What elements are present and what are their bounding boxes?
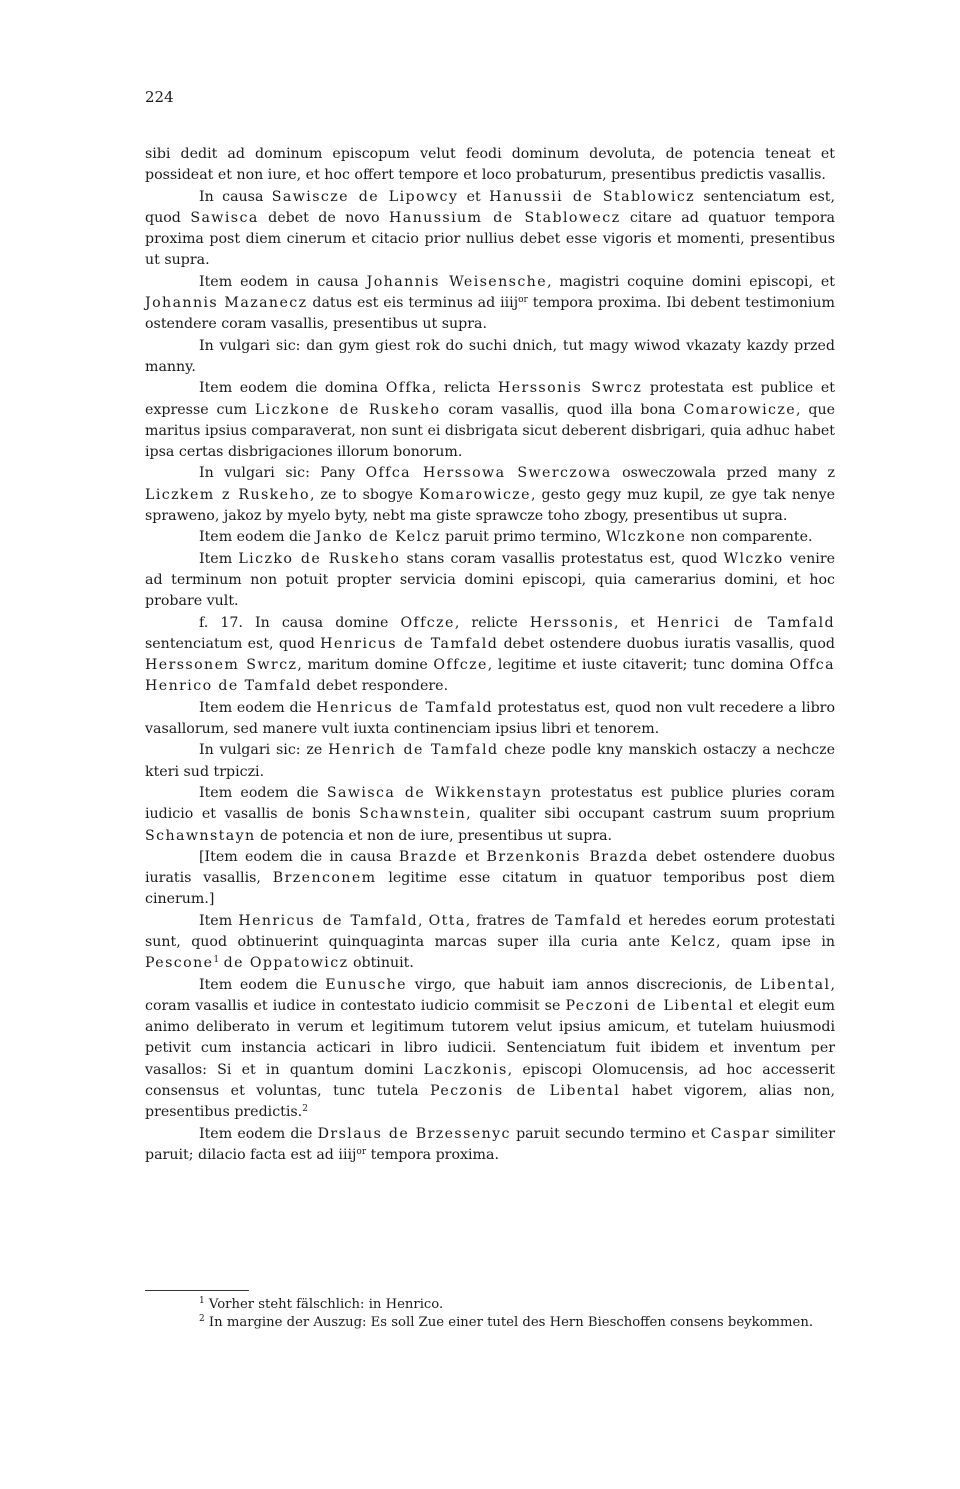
paragraph-p16 [145, 1124, 835, 1167]
footnote-f1 [145, 1296, 835, 1314]
text-run: In vulgari sic: ze [199, 742, 329, 759]
text-run: , fratres de [465, 912, 555, 929]
spaced-name: Henricus de Tamfald [238, 912, 418, 929]
spaced-name: de Oppatowicz [223, 955, 349, 972]
text-run: sentenciatum est, quod [145, 188, 835, 226]
paragraph-p2 [145, 187, 835, 272]
paragraph-p10 [145, 698, 835, 741]
spaced-name: Laczkonis [423, 1061, 508, 1078]
text-run: tempora proxima. [366, 1146, 499, 1163]
page-number: 224 [145, 88, 174, 106]
text-run: Item eodem die [199, 699, 317, 716]
text-run: Item [199, 550, 239, 567]
body-text [145, 144, 835, 1166]
spaced-name: Herssonis Swrcz [497, 380, 643, 397]
text-run: datus est eis terminus ad iiij [307, 295, 519, 312]
spaced-name: Komarowicze [419, 486, 531, 503]
text-run: citare ad quatuor tempora proxima post diem cinerum et citacio prior nullius debet esse vigoris et momenti, presentibus ut supra. [145, 209, 836, 269]
paragraph-p15 [145, 975, 835, 1124]
text-run: , episcopi Olomucensis, ad hoc accesserit consensus et voluntas, tunc tutela [145, 1061, 835, 1100]
spaced-name: Herssonem Swrcz [145, 657, 298, 674]
spaced-name: Eunusche [325, 976, 407, 993]
text-run: , maritum domine [297, 657, 434, 674]
text-run: In margine der Auszug: Es soll Zue einer tutel des Hern Bieschoffen consens beykommen. [204, 1315, 814, 1330]
text-run: , gesto gegy muz kupil, ze gye tak nenye spraweno, jakoz by myelo byty, nebt ma giste sprawcze toho zbogy, presentibus ut supra. [145, 486, 835, 525]
text-run: osweczowala przed many z [611, 465, 835, 482]
text-run: In causa [199, 188, 272, 205]
text-run: paruit secundo termino et [510, 1125, 711, 1142]
text-run: Item eodem die [199, 529, 316, 546]
spaced-name: Liczkone de Ruskeho [254, 401, 441, 418]
text-run: debet ostendere duobus iuratis vasallis, [145, 848, 835, 887]
spaced-name: Libental [760, 976, 831, 993]
text-run: , relicta [431, 380, 498, 397]
spaced-name: Janko de Kelcz [315, 529, 441, 546]
spaced-name: Hanussii de Stablowicz [489, 188, 696, 205]
text-run: , magistri coquine domini episcopi, et [547, 273, 835, 290]
text-run: similiter paruit; dilacio facta est ad iiij [145, 1125, 835, 1163]
paragraph-p14 [145, 911, 835, 975]
spaced-name: Kelcz [670, 933, 717, 950]
spaced-name: Henricus de Tamfald [320, 635, 499, 652]
superscript: or [518, 295, 528, 306]
spaced-name: Wlczkone [605, 529, 687, 546]
spaced-name: Caspar [710, 1125, 771, 1142]
text-run: obtinuit. [348, 955, 414, 972]
spaced-name: Brzenkonis Brazda [486, 848, 649, 865]
spaced-name: Johannis Weisensche [366, 273, 548, 290]
text-run: , legitime et iuste citaverit; tunc domina [487, 657, 790, 674]
superscript: 2 [302, 1104, 308, 1115]
text-run: de potencia et non de iure, presentibus ut supra. [255, 827, 613, 844]
spaced-name: Schawnstein [359, 806, 467, 823]
paragraph-p6 [145, 463, 835, 527]
spaced-name: Peczonis de Libental [430, 1083, 621, 1100]
text-run: legitime esse citatum in quatuor temporibus post diem cinerum.] [145, 870, 835, 908]
superscript: 1 [199, 1296, 205, 1306]
text-run: cheze podle kny manskich ostaczy a nechcze kteri sud trpiczi. [145, 742, 835, 780]
text-run: Item eodem die [199, 784, 327, 801]
spaced-name: Hanussium de Stablowecz [389, 209, 621, 226]
spaced-name: Offcze [400, 614, 455, 631]
text-run: , et [614, 614, 657, 631]
paragraph-p12 [145, 783, 835, 847]
superscript: or [356, 1146, 367, 1157]
text-run: f. 17. In causa domine [199, 614, 401, 631]
text-run: et elegit eum animo deliberato in verum et legitimum tutorem velut ipsius amicum, et tutelam huiusmodi petivit cum instancia acticari in libro iudicii. Sentenciatum fuit ibidem et inventum per vasallos: Si et in quantum domini [145, 997, 836, 1078]
text-run: Item eodem in causa [199, 273, 367, 290]
text-run: , que maritus ipsius comparaverat, non sunt ei disbrigata sicut deberent disbrigari, quia adhuc habet ipsa certas disbrigaciones illorum bonorum. [145, 401, 836, 461]
text-run: In vulgari sic: Pany [199, 465, 366, 482]
text-run: et heredes eorum protestati sunt, quod obtinuerint quinquaginta marcas super illa curia ante [145, 912, 835, 950]
paragraph-p3 [145, 272, 835, 336]
text-run: sibi dedit ad dominum episcopum velut feodi dominum devoluta, de potencia teneat et possideat et non iure, et hoc offert tempore et loco probaturum, presentibus predictis vasallis. [145, 146, 835, 184]
spaced-name: Offca Herssowa Swerczowa [365, 465, 612, 482]
spaced-name: Henricus de Tamfald [316, 699, 493, 716]
paragraph-p4 [145, 336, 835, 379]
text-run: venire ad terminum non potuit propter servicia domini episcopi, quia camerarius domini, et hoc probare vult. [145, 550, 836, 610]
paragraph-p5 [145, 378, 835, 463]
text-run: , qualiter sibi occupant castrum suum proprium [466, 806, 835, 823]
spaced-name: Schawnstayn [145, 827, 256, 844]
text-run: habet vigorem, alias non, presentibus predictis. [145, 1083, 835, 1121]
spaced-name: Henrici de Tamfald [656, 614, 835, 631]
spaced-name: Pescone [145, 955, 214, 972]
spaced-name: Drslaus de Brzessenyc [317, 1125, 511, 1142]
text-run: , ze to sbogye [309, 486, 420, 503]
spaced-name: Sawiscze de Lipowcy [271, 188, 459, 205]
text-run: , quam ipse in [716, 933, 835, 950]
text-run: [Item eodem die in causa [199, 848, 399, 865]
text-run: In vulgari sic: dan gym giest rok do suchi dnich, tut magy wiwod vkazaty kazdy przed manny. [145, 337, 835, 375]
spaced-name: Henrich de Tamfald [328, 742, 499, 759]
spaced-name: Offca Henrico de Tamfald [145, 657, 836, 695]
spaced-name: Otta [428, 912, 466, 929]
text-run: Item eodem die [199, 1125, 318, 1142]
paragraph-p8 [145, 549, 835, 613]
spaced-name: Herssonis [529, 614, 615, 631]
footnotes [145, 1296, 835, 1332]
text-run: , coram vasallis et iudice in contestato iudicio commisit se [145, 976, 835, 1014]
text-run: Item [199, 912, 239, 929]
footnote-divider [145, 1290, 249, 1291]
spaced-name: Wlczko [723, 550, 784, 567]
paragraph-p7 [145, 527, 835, 548]
spaced-name: Comarowicze [683, 401, 797, 418]
spaced-name: Johannis Mazanecz [145, 295, 308, 312]
spaced-name: Brazde [398, 848, 458, 865]
spaced-name: Liczkem z Ruskeho [145, 486, 310, 503]
text-run: tempora proxima. Ibi debent testimonium ostendere coram vasallis, presentibus ut supra. [145, 295, 835, 333]
text-run: debet ostendere duobus iuratis vasallis, quod [498, 635, 835, 652]
text-run: protestata est publice et expresse cum [145, 380, 836, 418]
text-run: et [458, 188, 490, 205]
text-run: non comparente. [686, 529, 813, 546]
text-run: Vorher steht fälschlich: in Henrico. [204, 1297, 444, 1312]
spaced-name: Offcze [433, 657, 488, 674]
text-run: et [457, 848, 487, 865]
spaced-name: Sawisca [190, 209, 259, 226]
spaced-name: Liczko de Ruskeho [238, 550, 401, 567]
text-run: , [417, 912, 429, 929]
spaced-name: Brzenconem [272, 870, 377, 887]
text-run: debet respondere. [312, 678, 449, 695]
text-run: protestatus est, quod non vult recedere a libro vasallorum, sed manere vult iuxta continenciam ipsius libri et tenorem. [145, 699, 835, 738]
paragraph-p9 [145, 613, 835, 698]
superscript: 2 [199, 1314, 205, 1324]
text-run: paruit primo termino, [440, 529, 606, 546]
spaced-name: Sawisca de Wikkenstayn [326, 784, 543, 801]
spaced-name: Tamfald [554, 912, 623, 929]
paragraph-p1 [145, 144, 835, 187]
text-run: sentenciatum est, quod [145, 635, 321, 652]
text-run: , relicte [454, 614, 530, 631]
paragraph-p11 [145, 740, 835, 783]
text-run: stans coram vasallis protestatus est, quod [400, 550, 724, 567]
superscript: 1 [213, 955, 220, 966]
spaced-name: Peczoni de Libental [565, 997, 734, 1014]
text-run: Item eodem die domina [199, 380, 386, 397]
paragraph-p13 [145, 847, 835, 911]
text-run: debet de novo [258, 209, 389, 226]
spaced-name: Offka [385, 380, 432, 397]
text-run: coram vasallis, quod illa bona [440, 401, 684, 418]
text-run: protestatus est publice pluries coram iudicio et vasallis de bonis [145, 784, 835, 823]
footnote-f2 [145, 1314, 835, 1332]
text-run: virgo, que habuit iam annos discrecionis, de [406, 976, 760, 993]
text-run: Item eodem die [199, 976, 326, 993]
